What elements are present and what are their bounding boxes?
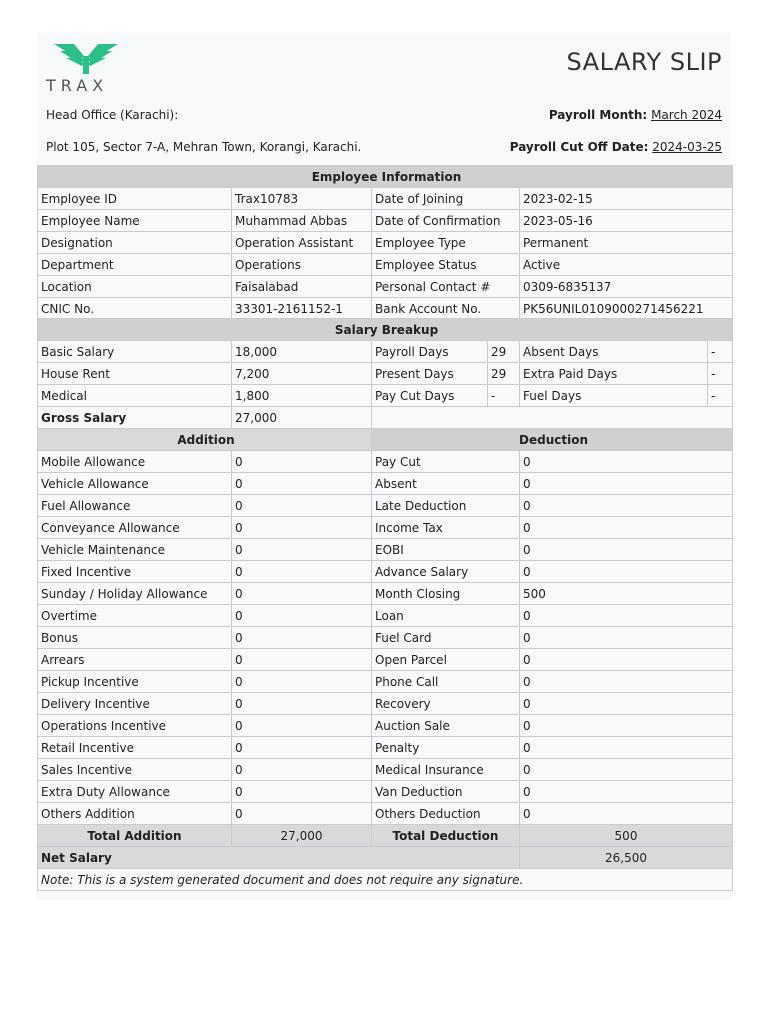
employee-info-row-cell: Operations [232,254,372,276]
employee-info-row-cell: Bank Account No. [372,298,520,320]
employee-info-heading: Employee Information [38,166,733,188]
salary-breakup-row-cell: Medical [38,385,232,407]
salary-breakup-row-cell: Pay Cut Days [372,385,488,407]
employee-info-table [37,165,733,320]
addition-deduction-row-cell: Vehicle Maintenance [38,539,232,561]
employee-info-row [38,254,733,276]
addition-deduction-row-cell: 0 [232,605,372,627]
total-deduction-value: 500 [520,825,733,847]
addition-deduction-row-cell: Arrears [38,649,232,671]
total-deduction-label: Total Deduction [372,825,520,847]
addition-deduction-row-cell: Late Deduction [372,495,520,517]
employee-info-row-cell: 0309-6835137 [520,276,733,298]
employee-info-row [38,188,733,210]
addition-deduction-row [38,759,733,781]
employee-info-row-cell: 2023-05-16 [520,210,733,232]
addition-deduction-row-cell: 0 [232,583,372,605]
addition-deduction-row-cell: 0 [232,473,372,495]
employee-info-row-cell: Employee Status [372,254,520,276]
net-salary-label: Net Salary [38,847,520,869]
addition-deduction-row-cell: 0 [520,451,733,473]
addition-deduction-row [38,451,733,473]
employee-info-row-cell: 2023-02-15 [520,188,733,210]
salary-breakup-table [37,318,733,429]
total-addition-label: Total Addition [38,825,232,847]
employee-info-row-cell: Faisalabad [232,276,372,298]
employee-info-row [38,276,733,298]
addition-deduction-row-cell: Income Tax [372,517,520,539]
employee-info-row-cell: Designation [38,232,232,254]
addition-deduction-row-cell: 0 [232,759,372,781]
addition-deduction-row [38,495,733,517]
addition-deduction-row-cell: 0 [520,517,733,539]
addition-deduction-row-cell: 0 [520,649,733,671]
addition-deduction-row-cell: 0 [520,759,733,781]
addition-deduction-row [38,473,733,495]
addition-deduction-row-cell: Van Deduction [372,781,520,803]
addition-deduction-row-cell: Phone Call [372,671,520,693]
addition-deduction-row-cell: 0 [520,671,733,693]
addition-deduction-row-cell: 0 [232,561,372,583]
employee-info-row-cell: CNIC No. [38,298,232,320]
salary-breakup-row-cell: House Rent [38,363,232,385]
payroll-month [549,108,722,122]
office-label: Head Office (Karachi): [46,108,179,122]
addition-deduction-row-cell: Recovery [372,693,520,715]
salary-breakup-row-cell: Basic Salary [38,341,232,363]
salary-breakup-row [38,363,733,385]
addition-deduction-row-cell: 0 [520,473,733,495]
addition-deduction-row-cell: Conveyance Allowance [38,517,232,539]
salary-breakup-row [38,341,733,363]
addition-deduction-row-cell: 500 [520,583,733,605]
addition-deduction-row-cell: Overtime [38,605,232,627]
employee-info-row-cell: 33301-2161152-1 [232,298,372,320]
employee-info-row-cell: Department [38,254,232,276]
addition-deduction-row-cell: Advance Salary [372,561,520,583]
employee-info-row-cell: Date of Joining [372,188,520,210]
salary-breakup-row-cell: 1,800 [232,385,372,407]
employee-info-row-cell: Muhammad Abbas [232,210,372,232]
salary-breakup-row-cell: - [708,385,733,407]
addition-deduction-row-cell: Absent [372,473,520,495]
employee-info-row-cell: Date of Confirmation [372,210,520,232]
addition-deduction-table [37,428,733,891]
addition-deduction-row-cell: Vehicle Allowance [38,473,232,495]
employee-info-row-cell: Permanent [520,232,733,254]
addition-deduction-row [38,627,733,649]
trax-logo [46,42,126,94]
addition-deduction-row [38,561,733,583]
salary-breakup-row-cell: - [708,363,733,385]
salary-breakup-row-cell: Fuel Days [520,385,708,407]
addition-deduction-row-cell: 0 [520,627,733,649]
addition-deduction-row-cell: Fuel Card [372,627,520,649]
addition-deduction-row-cell: Pay Cut [372,451,520,473]
addition-deduction-row [38,715,733,737]
salary-breakup-row-cell: - [708,341,733,363]
logo-wordmark: TRAX [46,76,109,95]
addition-deduction-row-cell: 0 [232,737,372,759]
trax-logo-icon [46,42,126,74]
office-address: Plot 105, Sector 7-A, Mehran Town, Korangi, Karachi. [46,140,362,154]
addition-deduction-row-cell: Delivery Incentive [38,693,232,715]
gross-salary-label: Gross Salary [38,407,232,429]
addition-deduction-row-cell: Sunday / Holiday Allowance [38,583,232,605]
gross-salary-value: 27,000 [232,407,372,429]
addition-deduction-row-cell: Mobile Allowance [38,451,232,473]
addition-deduction-row-cell: 0 [520,737,733,759]
addition-deduction-row-cell: 0 [232,539,372,561]
addition-deduction-row-cell: Auction Sale [372,715,520,737]
employee-info-row-cell: Operation Assistant [232,232,372,254]
employee-info-row [38,232,733,254]
addition-deduction-row-cell: Operations Incentive [38,715,232,737]
employee-info-row-cell: Active [520,254,733,276]
employee-info-row-cell: Location [38,276,232,298]
employee-info-row-cell: Employee ID [38,188,232,210]
total-addition-value: 27,000 [232,825,372,847]
addition-deduction-row [38,671,733,693]
addition-deduction-row-cell: 0 [232,781,372,803]
addition-deduction-row-cell: 0 [232,517,372,539]
addition-deduction-row-cell: 0 [232,803,372,825]
employee-info-row-cell: Employee Name [38,210,232,232]
addition-deduction-row-cell: 0 [232,693,372,715]
addition-deduction-row-cell: Retail Incentive [38,737,232,759]
addition-deduction-row-cell: 0 [520,539,733,561]
addition-deduction-row [38,803,733,825]
payroll-month-value: March 2024 [651,108,722,122]
addition-deduction-row [38,737,733,759]
employee-info-row-cell: PK56UNIL0109000271456221 [520,298,733,320]
addition-deduction-row-cell: 0 [232,715,372,737]
addition-deduction-row-cell: EOBI [372,539,520,561]
employee-info-row-cell: Trax10783 [232,188,372,210]
salary-breakup-row-cell: Extra Paid Days [520,363,708,385]
addition-deduction-row-cell: 0 [520,781,733,803]
addition-deduction-row-cell: Fixed Incentive [38,561,232,583]
addition-deduction-row-cell: Others Deduction [372,803,520,825]
deduction-heading: Deduction [372,429,733,451]
addition-deduction-row-cell: Medical Insurance [372,759,520,781]
addition-deduction-row-cell: Loan [372,605,520,627]
addition-deduction-row-cell: Open Parcel [372,649,520,671]
addition-deduction-row-cell: 0 [520,605,733,627]
salary-breakup-row-cell: 29 [488,341,520,363]
addition-deduction-row-cell: 0 [232,495,372,517]
addition-deduction-row-cell: Pickup Incentive [38,671,232,693]
addition-deduction-row-cell: Fuel Allowance [38,495,232,517]
addition-deduction-row [38,693,733,715]
page-title: SALARY SLIP [566,48,722,76]
addition-deduction-row-cell: Month Closing [372,583,520,605]
addition-deduction-row-cell: Others Addition [38,803,232,825]
addition-deduction-row-cell: 0 [232,671,372,693]
addition-deduction-row-cell: Sales Incentive [38,759,232,781]
salary-breakup-row-cell: 18,000 [232,341,372,363]
salary-breakup-row-cell: - [488,385,520,407]
salary-breakup-row-cell: 7,200 [232,363,372,385]
salary-breakup-row-cell: Absent Days [520,341,708,363]
employee-info-row [38,298,733,320]
addition-deduction-row-cell: 0 [232,451,372,473]
system-note: Note: This is a system generated document and does not require any signature. [38,869,733,891]
net-salary-value: 26,500 [520,847,733,869]
addition-deduction-row [38,781,733,803]
addition-deduction-row-cell: Penalty [372,737,520,759]
payroll-cutoff-label: Payroll Cut Off Date: [509,140,649,154]
payroll-month-label: Payroll Month: [548,108,648,122]
employee-info-row [38,210,733,232]
payroll-cutoff [510,140,722,154]
addition-deduction-row-cell: 0 [232,627,372,649]
addition-deduction-row-cell: 0 [520,803,733,825]
addition-deduction-row-cell: 0 [232,649,372,671]
employee-info-row-cell: Personal Contact # [372,276,520,298]
salary-breakup-row [38,385,733,407]
employee-info-row-cell: Employee Type [372,232,520,254]
addition-deduction-row-cell: 0 [520,495,733,517]
salary-breakup-row-cell: Payroll Days [372,341,488,363]
addition-deduction-row-cell: 0 [520,715,733,737]
salary-breakup-row-cell: Present Days [372,363,488,385]
addition-deduction-row [38,649,733,671]
salary-breakup-row-cell: 29 [488,363,520,385]
payroll-cutoff-value: 2024-03-25 [652,140,722,154]
addition-deduction-row [38,605,733,627]
addition-deduction-row [38,539,733,561]
salary-breakup-heading: Salary Breakup [38,319,733,341]
addition-deduction-row-cell: Extra Duty Allowance [38,781,232,803]
addition-deduction-row-cell: 0 [520,693,733,715]
addition-deduction-row [38,583,733,605]
addition-deduction-row-cell: Bonus [38,627,232,649]
addition-heading: Addition [38,429,372,451]
addition-deduction-row [38,517,733,539]
addition-deduction-row-cell: 0 [520,561,733,583]
